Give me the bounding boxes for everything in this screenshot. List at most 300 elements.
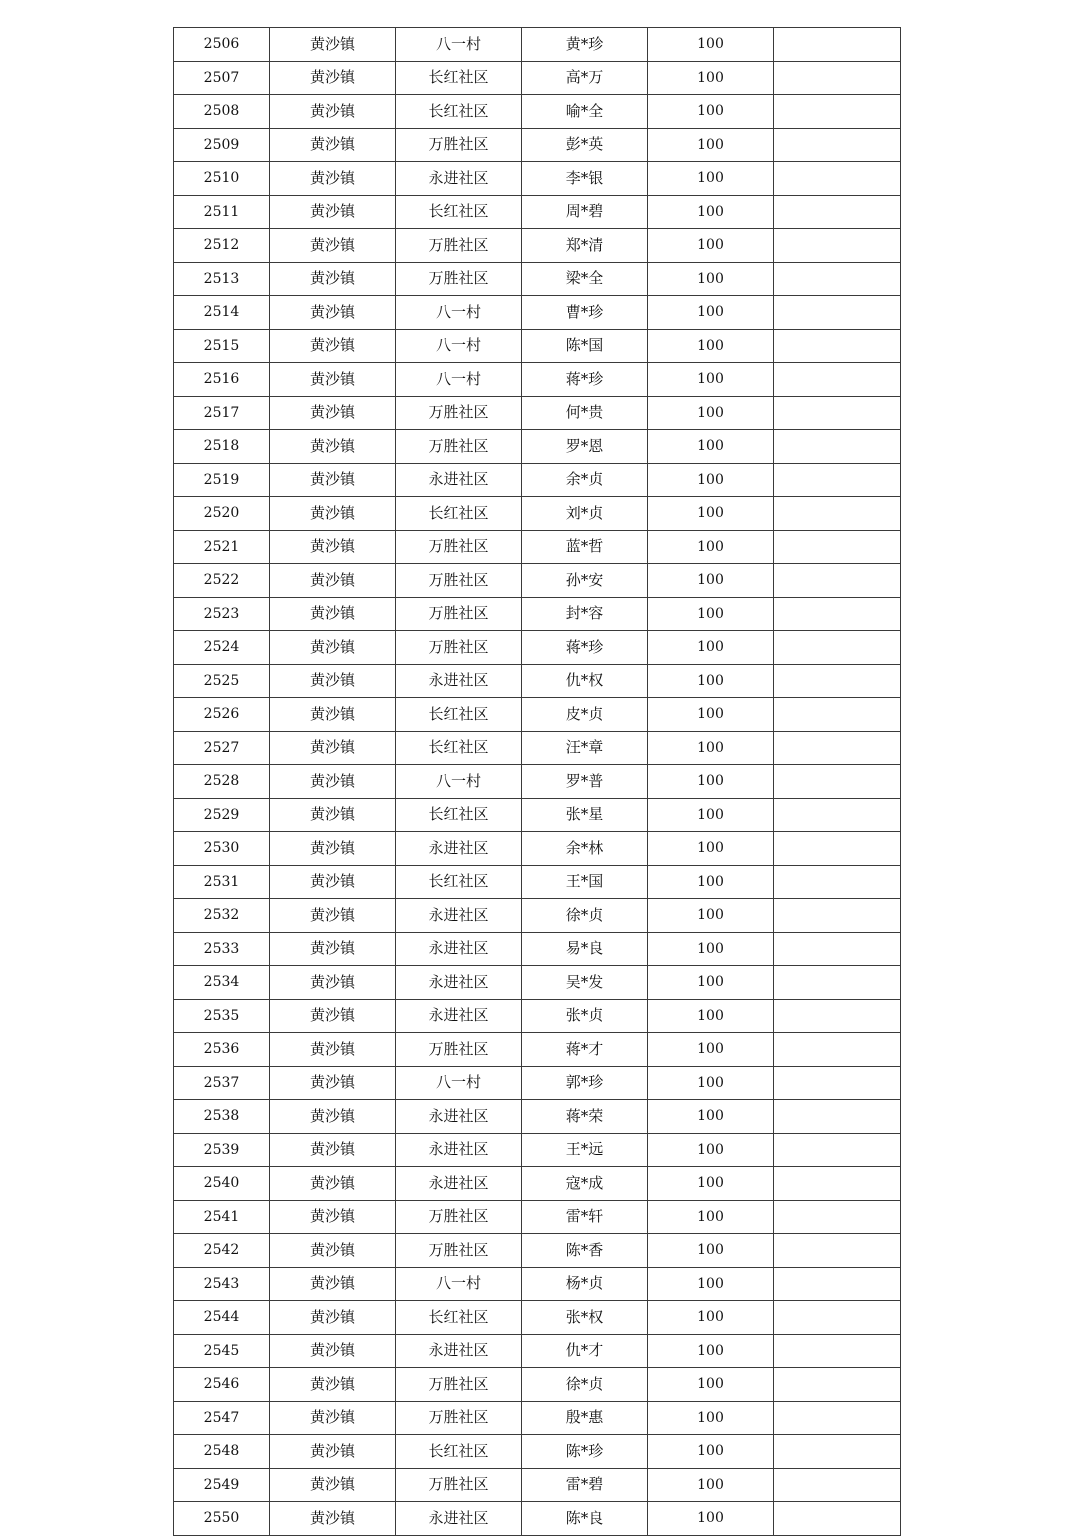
town-cell: 黄沙镇 [270,798,396,832]
village-cell: 长红社区 [396,1301,522,1335]
amount-cell: 100 [648,798,774,832]
note-cell [774,1267,901,1301]
person-name-cell: 吴*发 [522,966,648,1000]
table-row [174,1435,901,1469]
amount-cell: 100 [648,1334,774,1368]
serial-number-cell: 2537 [174,1066,270,1100]
person-name-cell: 汪*章 [522,731,648,765]
town-cell: 黄沙镇 [270,1200,396,1234]
note-cell [774,664,901,698]
village-cell: 八一村 [396,1066,522,1100]
table-row [174,999,901,1033]
town-cell: 黄沙镇 [270,396,396,430]
person-name-cell: 陈*珍 [522,1435,648,1469]
amount-cell: 100 [648,899,774,933]
person-name-cell: 孙*安 [522,564,648,598]
town-cell: 黄沙镇 [270,631,396,665]
note-cell [774,1234,901,1268]
note-cell [774,631,901,665]
note-cell [774,1401,901,1435]
amount-cell: 100 [648,262,774,296]
village-cell: 万胜社区 [396,631,522,665]
person-name-cell: 王*远 [522,1133,648,1167]
village-cell: 万胜社区 [396,564,522,598]
amount-cell: 100 [648,832,774,866]
note-cell [774,396,901,430]
table-row [174,899,901,933]
note-cell [774,832,901,866]
amount-cell: 100 [648,932,774,966]
serial-number-cell: 2546 [174,1368,270,1402]
note-cell [774,765,901,799]
note-cell [774,1200,901,1234]
person-name-cell: 余*贞 [522,463,648,497]
note-cell [774,329,901,363]
town-cell: 黄沙镇 [270,162,396,196]
table-row [174,497,901,531]
table-row [174,631,901,665]
town-cell: 黄沙镇 [270,1301,396,1335]
amount-cell: 100 [648,229,774,263]
amount-cell: 100 [648,1368,774,1402]
town-cell: 黄沙镇 [270,497,396,531]
town-cell: 黄沙镇 [270,1234,396,1268]
table-row [174,932,901,966]
village-cell: 永进社区 [396,932,522,966]
amount-cell: 100 [648,564,774,598]
roster-table-body [174,28,901,1536]
serial-number-cell: 2545 [174,1334,270,1368]
note-cell [774,1334,901,1368]
note-cell [774,1033,901,1067]
serial-number-cell: 2540 [174,1167,270,1201]
town-cell: 黄沙镇 [270,597,396,631]
amount-cell: 100 [648,162,774,196]
table-row [174,698,901,732]
note-cell [774,731,901,765]
serial-number-cell: 2521 [174,530,270,564]
town-cell: 黄沙镇 [270,195,396,229]
amount-cell: 100 [648,463,774,497]
serial-number-cell: 2526 [174,698,270,732]
note-cell [774,1301,901,1335]
village-cell: 永进社区 [396,999,522,1033]
serial-number-cell: 2525 [174,664,270,698]
note-cell [774,363,901,397]
note-cell [774,865,901,899]
note-cell [774,61,901,95]
note-cell [774,430,901,464]
amount-cell: 100 [648,296,774,330]
town-cell: 黄沙镇 [270,1502,396,1536]
village-cell: 万胜社区 [396,1401,522,1435]
table-row [174,430,901,464]
amount-cell: 100 [648,698,774,732]
person-name-cell: 罗*普 [522,765,648,799]
town-cell: 黄沙镇 [270,28,396,62]
serial-number-cell: 2550 [174,1502,270,1536]
note-cell [774,296,901,330]
table-row [174,229,901,263]
serial-number-cell: 2509 [174,128,270,162]
person-name-cell: 陈*香 [522,1234,648,1268]
town-cell: 黄沙镇 [270,899,396,933]
town-cell: 黄沙镇 [270,698,396,732]
serial-number-cell: 2524 [174,631,270,665]
amount-cell: 100 [648,1267,774,1301]
town-cell: 黄沙镇 [270,329,396,363]
table-row [174,162,901,196]
serial-number-cell: 2534 [174,966,270,1000]
note-cell [774,564,901,598]
person-name-cell: 高*万 [522,61,648,95]
table-row [174,798,901,832]
table-row [174,195,901,229]
person-name-cell: 彭*英 [522,128,648,162]
village-cell: 万胜社区 [396,229,522,263]
amount-cell: 100 [648,765,774,799]
person-name-cell: 蒋*珍 [522,363,648,397]
table-row [174,95,901,129]
serial-number-cell: 2511 [174,195,270,229]
serial-number-cell: 2520 [174,497,270,531]
note-cell [774,229,901,263]
amount-cell: 100 [648,497,774,531]
town-cell: 黄沙镇 [270,1368,396,1402]
serial-number-cell: 2539 [174,1133,270,1167]
serial-number-cell: 2547 [174,1401,270,1435]
serial-number-cell: 2549 [174,1468,270,1502]
village-cell: 永进社区 [396,832,522,866]
town-cell: 黄沙镇 [270,966,396,1000]
person-name-cell: 殷*惠 [522,1401,648,1435]
table-row [174,765,901,799]
person-name-cell: 徐*贞 [522,1368,648,1402]
town-cell: 黄沙镇 [270,229,396,263]
table-row [174,28,901,62]
town-cell: 黄沙镇 [270,664,396,698]
village-cell: 永进社区 [396,1100,522,1134]
table-row [174,564,901,598]
amount-cell: 100 [648,664,774,698]
amount-cell: 100 [648,430,774,464]
amount-cell: 100 [648,1301,774,1335]
table-row [174,1100,901,1134]
note-cell [774,497,901,531]
village-cell: 长红社区 [396,865,522,899]
amount-cell: 100 [648,1066,774,1100]
village-cell: 永进社区 [396,162,522,196]
village-cell: 万胜社区 [396,1468,522,1502]
serial-number-cell: 2523 [174,597,270,631]
amount-cell: 100 [648,1033,774,1067]
note-cell [774,463,901,497]
serial-number-cell: 2514 [174,296,270,330]
town-cell: 黄沙镇 [270,95,396,129]
roster-table [173,27,901,1536]
serial-number-cell: 2535 [174,999,270,1033]
village-cell: 永进社区 [396,1133,522,1167]
note-cell [774,1368,901,1402]
person-name-cell: 何*贵 [522,396,648,430]
person-name-cell: 张*权 [522,1301,648,1335]
amount-cell: 100 [648,966,774,1000]
person-name-cell: 寇*成 [522,1167,648,1201]
serial-number-cell: 2519 [174,463,270,497]
note-cell [774,798,901,832]
note-cell [774,899,901,933]
note-cell [774,28,901,62]
table-row [174,1133,901,1167]
person-name-cell: 罗*恩 [522,430,648,464]
town-cell: 黄沙镇 [270,1334,396,1368]
note-cell [774,195,901,229]
table-row [174,530,901,564]
table-row [174,1401,901,1435]
village-cell: 永进社区 [396,664,522,698]
note-cell [774,1435,901,1469]
town-cell: 黄沙镇 [270,463,396,497]
serial-number-cell: 2508 [174,95,270,129]
table-row [174,865,901,899]
village-cell: 万胜社区 [396,1033,522,1067]
town-cell: 黄沙镇 [270,1401,396,1435]
table-row [174,1301,901,1335]
amount-cell: 100 [648,195,774,229]
serial-number-cell: 2536 [174,1033,270,1067]
village-cell: 永进社区 [396,1502,522,1536]
town-cell: 黄沙镇 [270,999,396,1033]
person-name-cell: 余*林 [522,832,648,866]
person-name-cell: 陈*良 [522,1502,648,1536]
serial-number-cell: 2522 [174,564,270,598]
town-cell: 黄沙镇 [270,1167,396,1201]
serial-number-cell: 2548 [174,1435,270,1469]
village-cell: 永进社区 [396,1167,522,1201]
note-cell [774,1502,901,1536]
town-cell: 黄沙镇 [270,1267,396,1301]
village-cell: 万胜社区 [396,396,522,430]
village-cell: 万胜社区 [396,597,522,631]
amount-cell: 100 [648,95,774,129]
serial-number-cell: 2544 [174,1301,270,1335]
table-row [174,1200,901,1234]
amount-cell: 100 [648,1401,774,1435]
note-cell [774,932,901,966]
village-cell: 八一村 [396,363,522,397]
village-cell: 八一村 [396,1267,522,1301]
serial-number-cell: 2541 [174,1200,270,1234]
town-cell: 黄沙镇 [270,932,396,966]
table-row [174,597,901,631]
table-row [174,832,901,866]
table-row [174,363,901,397]
amount-cell: 100 [648,1133,774,1167]
town-cell: 黄沙镇 [270,128,396,162]
amount-cell: 100 [648,61,774,95]
serial-number-cell: 2527 [174,731,270,765]
person-name-cell: 曹*珍 [522,296,648,330]
serial-number-cell: 2512 [174,229,270,263]
village-cell: 长红社区 [396,497,522,531]
amount-cell: 100 [648,631,774,665]
table-row [174,262,901,296]
table-row [174,128,901,162]
table-row [174,1066,901,1100]
person-name-cell: 郑*清 [522,229,648,263]
town-cell: 黄沙镇 [270,296,396,330]
table-row [174,1267,901,1301]
table-row [174,1468,901,1502]
serial-number-cell: 2529 [174,798,270,832]
person-name-cell: 徐*贞 [522,899,648,933]
village-cell: 万胜社区 [396,530,522,564]
person-name-cell: 仇*才 [522,1334,648,1368]
person-name-cell: 易*良 [522,932,648,966]
person-name-cell: 杨*贞 [522,1267,648,1301]
village-cell: 长红社区 [396,61,522,95]
village-cell: 长红社区 [396,195,522,229]
note-cell [774,262,901,296]
town-cell: 黄沙镇 [270,865,396,899]
serial-number-cell: 2528 [174,765,270,799]
amount-cell: 100 [648,329,774,363]
town-cell: 黄沙镇 [270,430,396,464]
note-cell [774,95,901,129]
village-cell: 永进社区 [396,1334,522,1368]
person-name-cell: 刘*贞 [522,497,648,531]
village-cell: 长红社区 [396,798,522,832]
town-cell: 黄沙镇 [270,564,396,598]
person-name-cell: 郭*珍 [522,1066,648,1100]
village-cell: 万胜社区 [396,262,522,296]
person-name-cell: 王*国 [522,865,648,899]
amount-cell: 100 [648,1468,774,1502]
table-row [174,1033,901,1067]
table-row [174,296,901,330]
village-cell: 万胜社区 [396,1200,522,1234]
town-cell: 黄沙镇 [270,363,396,397]
village-cell: 长红社区 [396,731,522,765]
town-cell: 黄沙镇 [270,1100,396,1134]
table-row [174,1234,901,1268]
amount-cell: 100 [648,1234,774,1268]
village-cell: 永进社区 [396,899,522,933]
village-cell: 八一村 [396,28,522,62]
village-cell: 万胜社区 [396,128,522,162]
serial-number-cell: 2531 [174,865,270,899]
amount-cell: 100 [648,1200,774,1234]
person-name-cell: 陈*国 [522,329,648,363]
amount-cell: 100 [648,731,774,765]
person-name-cell: 梁*全 [522,262,648,296]
person-name-cell: 张*贞 [522,999,648,1033]
table-row [174,396,901,430]
person-name-cell: 蒋*才 [522,1033,648,1067]
village-cell: 长红社区 [396,698,522,732]
town-cell: 黄沙镇 [270,530,396,564]
person-name-cell: 蒋*荣 [522,1100,648,1134]
amount-cell: 100 [648,28,774,62]
note-cell [774,999,901,1033]
person-name-cell: 封*容 [522,597,648,631]
table-row [174,463,901,497]
person-name-cell: 李*银 [522,162,648,196]
note-cell [774,162,901,196]
note-cell [774,1100,901,1134]
amount-cell: 100 [648,1502,774,1536]
village-cell: 万胜社区 [396,1368,522,1402]
town-cell: 黄沙镇 [270,61,396,95]
person-name-cell: 仇*权 [522,664,648,698]
town-cell: 黄沙镇 [270,1133,396,1167]
town-cell: 黄沙镇 [270,765,396,799]
amount-cell: 100 [648,396,774,430]
serial-number-cell: 2510 [174,162,270,196]
serial-number-cell: 2530 [174,832,270,866]
serial-number-cell: 2506 [174,28,270,62]
table-row [174,1368,901,1402]
table-row [174,664,901,698]
person-name-cell: 张*星 [522,798,648,832]
person-name-cell: 喻*全 [522,95,648,129]
village-cell: 八一村 [396,329,522,363]
note-cell [774,597,901,631]
serial-number-cell: 2532 [174,899,270,933]
person-name-cell: 蓝*哲 [522,530,648,564]
amount-cell: 100 [648,597,774,631]
town-cell: 黄沙镇 [270,1435,396,1469]
serial-number-cell: 2543 [174,1267,270,1301]
amount-cell: 100 [648,363,774,397]
village-cell: 万胜社区 [396,430,522,464]
note-cell [774,530,901,564]
town-cell: 黄沙镇 [270,1033,396,1067]
village-cell: 八一村 [396,296,522,330]
town-cell: 黄沙镇 [270,262,396,296]
amount-cell: 100 [648,1435,774,1469]
village-cell: 永进社区 [396,463,522,497]
village-cell: 长红社区 [396,95,522,129]
table-row [174,329,901,363]
note-cell [774,1468,901,1502]
note-cell [774,1133,901,1167]
note-cell [774,128,901,162]
person-name-cell: 黄*珍 [522,28,648,62]
village-cell: 永进社区 [396,966,522,1000]
serial-number-cell: 2518 [174,430,270,464]
serial-number-cell: 2515 [174,329,270,363]
serial-number-cell: 2507 [174,61,270,95]
note-cell [774,698,901,732]
person-name-cell: 雷*轩 [522,1200,648,1234]
town-cell: 黄沙镇 [270,832,396,866]
town-cell: 黄沙镇 [270,731,396,765]
town-cell: 黄沙镇 [270,1468,396,1502]
note-cell [774,966,901,1000]
table-row [174,731,901,765]
village-cell: 万胜社区 [396,1234,522,1268]
amount-cell: 100 [648,1167,774,1201]
table-row [174,1167,901,1201]
person-name-cell: 皮*贞 [522,698,648,732]
serial-number-cell: 2513 [174,262,270,296]
serial-number-cell: 2538 [174,1100,270,1134]
amount-cell: 100 [648,865,774,899]
village-cell: 长红社区 [396,1435,522,1469]
amount-cell: 100 [648,530,774,564]
town-cell: 黄沙镇 [270,1066,396,1100]
